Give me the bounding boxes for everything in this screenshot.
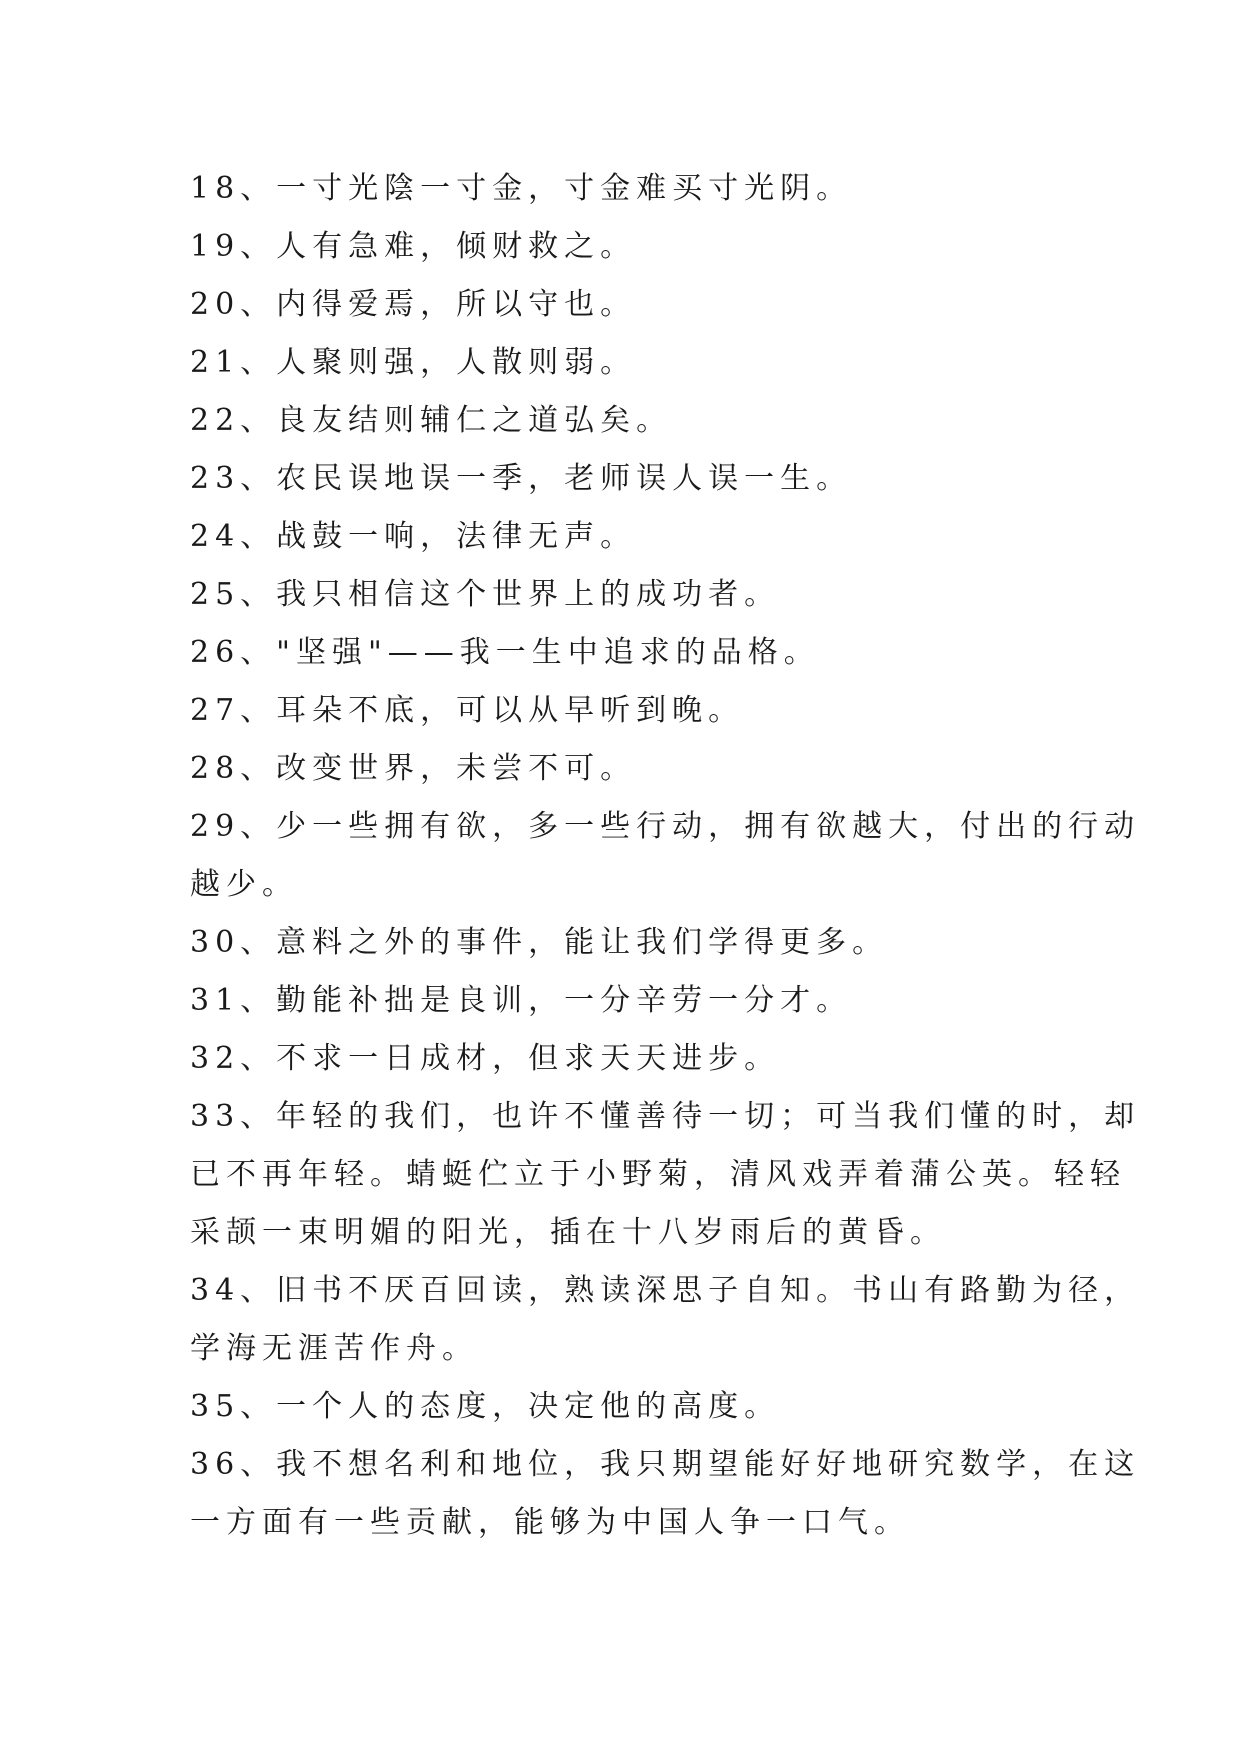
text-line: 35、一个人的态度，决定他的高度。 [190,1389,781,1424]
text-line: 26、"坚强"——我一生中追求的品格。 [190,635,820,670]
text-line: 采颉一束明媚的阳光，插在十八岁雨后的黄昏。 [190,1215,946,1250]
text-line: 34、旧书不厌百回读，熟读深思子自知。书山有路勤为径， [190,1273,1141,1308]
text-line: 27、耳朵不底，可以从早听到晚。 [190,693,745,728]
text-line: 20、内得爱焉，所以守也。 [190,287,637,322]
text-line: 21、人聚则强，人散则弱。 [190,345,637,380]
quote-list [190,160,1141,1552]
text-line: 18、一寸光陰一寸金，寸金难买寸光阴。 [190,171,853,206]
text-line: 32、不求一日成材，但求天天进步。 [190,1041,781,1076]
text-line: 36、我不想名利和地位，我只期望能好好地研究数学，在这 [190,1447,1141,1482]
text-line: 29、少一些拥有欲，多一些行动，拥有欲越大，付出的行动 [190,809,1141,844]
text-line: 28、改变世界，未尝不可。 [190,751,637,786]
text-line: 22、良友结则辅仁之道弘矣。 [190,403,673,438]
text-line: 一方面有一些贡献，能够为中国人争一口气。 [190,1505,910,1540]
text-line: 31、勤能补拙是良训，一分辛劳一分才。 [190,983,853,1018]
text-line: 33、年轻的我们，也许不懂善待一切；可当我们懂的时，却 [190,1099,1141,1134]
text-line: 30、意料之外的事件，能让我们学得更多。 [190,925,889,960]
text-line: 24、战鼓一响，法律无声。 [190,519,637,554]
text-line: 23、农民误地误一季，老师误人误一生。 [190,461,853,496]
text-line: 越少。 [190,867,298,902]
text-line: 25、我只相信这个世界上的成功者。 [190,577,781,612]
text-line: 学海无涯苦作舟。 [190,1331,478,1366]
text-line: 已不再年轻。蜻蜓伫立于小野菊，清风戏弄着蒲公英。轻轻 [190,1157,1126,1192]
text-line: 19、人有急难，倾财救之。 [190,229,637,264]
